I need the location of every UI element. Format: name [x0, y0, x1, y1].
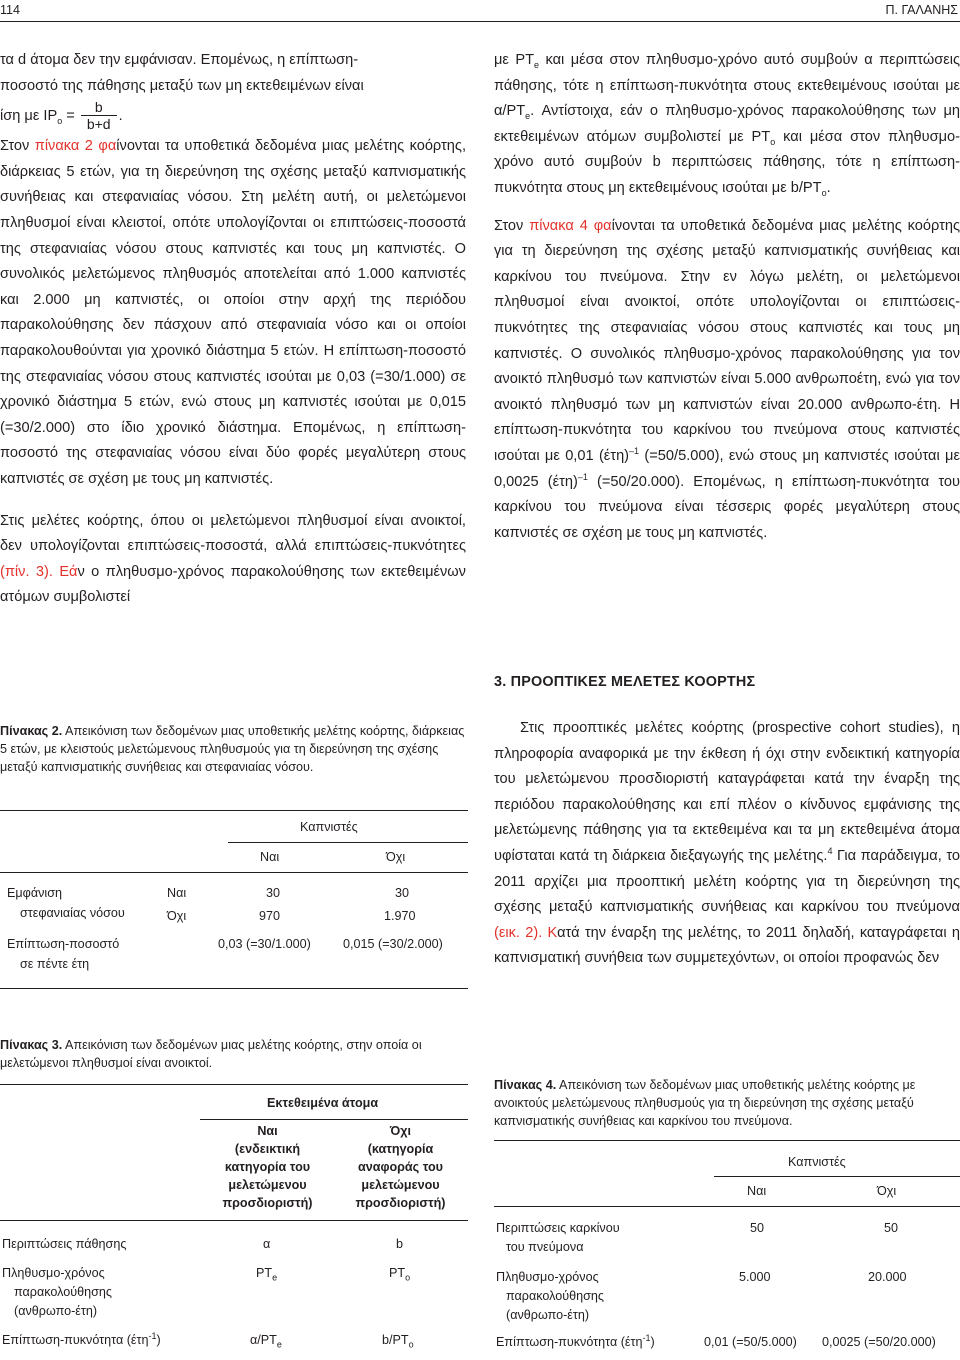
- table-rule: [0, 810, 468, 811]
- right-paragraph-2: Στον πίνακα 4 φαίνονται τα υποθετικά δεδομένα μιας μελέτης κοόρτης για τη διερεύνηση της σχέσης μεταξύ καπνισματικής συνήθειας και καρκίνου του πνεύμονα. Στην εν λόγω μελέτη, οι μελετώμενοι πληθυσμοί είναι ανοικτοί, οπότε υπολογίζονται οι επιπτώσεις-πυκνότητες της στεφανιαίας νόσου στους καπνιστές και τους μη καπνιστές. Ο συνολικός πληθυσμο-χρόνος παρακολούθησης για τον ανοικτό πληθυσμό των καπνιστών είναι 5.000 ανθρωποέτη, ενώ για τον ανοικτό πληθυσμό των μη καπνιστών είναι 20.000 ανθρωπο-έτη. Η επίπτωση-πυκνότητα του καρκίνου του πνεύμονα στους καπνιστές ισούται με 0,01 $(έ\tau\eta)^{-1}$ (=50/5.000), ενώ στους μη καπνιστές ισούται με 0,0025 $(έ\tau\eta)^{-1}$ (=50/20.000). Επομένως, η επίπτωση-πυκνότητα του καρκίνου του πνεύμονα είναι τέσσερις φορές μεγαλύτερη στους καπνιστές σε σχέση με τους μη καπνιστές.: [494, 217, 960, 541]
- row-sublabel: Όχι: [167, 909, 187, 923]
- table-cell: α: [263, 1237, 271, 1251]
- left-column: [0, 48, 466, 611]
- table-cell: $PT_o$: [389, 1266, 411, 1283]
- left-paragraph-3: Στις μελέτες κοόρτης, όπου οι μελετώμενοι πληθυσμοί είναι ανοικτοί, δεν υπολογίζονται επιπτώσεις-ποσοστά, αλλά επιπτώσεις-πυκνότητες (πίν. 3). Εάν ο πληθυσμο-χρόνος παρακολούθησης των εκτεθειμένων ατόμων συμβολιστεί: [0, 512, 466, 606]
- row-label: στεφανιαίας νόσου: [20, 906, 125, 920]
- text-line: ποσοστό της πάθησης μεταξύ των μη εκτεθειμένων είναι: [0, 77, 364, 94]
- text-line: τα d άτομα δεν την εμφάνισαν. Επομένως, η επίπτωση-: [0, 52, 359, 68]
- row-label: Πληθυσμο-χρόνος: [2, 1266, 105, 1280]
- table-cell: 0,015 (=30/2.000): [343, 937, 443, 951]
- column-header: Ναι: [747, 1184, 767, 1198]
- row-sublabel: Ναι: [167, 886, 187, 900]
- table-reference[interactable]: πίνακα 2 φα: [34, 138, 117, 155]
- row-label: Επίπτωση-ποσοστό: [7, 937, 120, 951]
- left-paragraph-2: Στον πίνακα 2 φαίνονται τα υποθετικά δεδομένα μιας μελέτης κοόρτης, διάρκειας 5 ετών, για τη διερεύνηση της σχέσης μεταξύ καπνισματικής συνήθειας και στεφανιαίας νόσου. Στη μελέτη αυτή, οι μελετώμενοι πληθυσμοί είναι κλειστοί, οπότε υπολογίζονται οι επιπτώσεις-ποσοστά της στεφανιαίας νόσου στους καπνιστές και τους μη καπνιστές. Ο συνολικός μελετώμενος πληθυσμός αποτελείται από 1.000 καπνιστές και 2.000 μη καπνιστές, οι οποίοι στην αρχή της περιόδου παρακολούθησης δεν πάσχουν από στεφανιαία νόσο και οι οποίοι παρακολουθούνται για χρονικό διάστημα 5 ετών. Η επίπτωση-ποσοστό της στεφανιαίας νόσου στους καπνιστές ισούται με 0,03 (=30/1.000) σε χρονικό διάστημα 5 ετών, ενώ στους μη καπνιστές ισούται με 0,015 (=30/2.000) στο ίδιο χρονικό διάστημα. Επομένως, η επίπτωση-ποσοστό της στεφανιαίας νόσου είναι δύο φορές μεγαλύτερη στους καπνιστές σε σχέση με τους μη καπνιστές.: [0, 138, 466, 487]
- header-rule: [0, 21, 960, 22]
- column-header: Όχι: [386, 850, 406, 864]
- table-cell: 50: [884, 1221, 899, 1235]
- table-rule: [200, 1119, 468, 1120]
- table-rule: [0, 1220, 468, 1221]
- table-rule: [0, 988, 468, 989]
- row-label: (ανθρωπο-έτη): [506, 1308, 590, 1322]
- page-number: 114: [0, 3, 20, 17]
- table-cell: 0,01 (=50/5.000): [704, 1335, 797, 1349]
- table-cell: 50: [750, 1221, 765, 1235]
- column-group-header: Εκτεθειμένα άτομα: [267, 1096, 379, 1110]
- row-label: Περιπτώσεις καρκίνου: [496, 1221, 620, 1235]
- row-label: Πληθυσμο-χρόνος: [496, 1270, 599, 1284]
- column-header-yes: Ναι (ενδεικτική κατηγορία του μελετώμενου προσδιοριστή): [222, 1124, 313, 1210]
- table-rule: [0, 1084, 468, 1085]
- table-cell: 970: [259, 909, 281, 923]
- running-title: Π. ΓΑΛΑΝΗΣ: [885, 3, 958, 17]
- table-cell: 0,0025 (=50/20.000): [822, 1335, 936, 1349]
- row-label: παρακολούθησης: [14, 1285, 112, 1299]
- table-cell: $b/PT_o$: [382, 1333, 414, 1350]
- table-cell: 5.000: [739, 1270, 771, 1284]
- column-header-no: Όχι (κατηγορία αναφοράς του μελετώμενου προσδιοριστή): [355, 1124, 446, 1210]
- left-paragraph-1: [0, 48, 466, 132]
- table-cell: 30: [266, 886, 281, 900]
- table3: [0, 1084, 468, 1360]
- right-paragraph-3: Στις προοπτικές μελέτες κοόρτης (prospective cohort studies), η πληροφορία αναφορικά με την έκθεση ή όχι στην ενδεικτική κατηγορία του μελετώμενου προσδιοριστή καταγράφεται κατά την έναρξη της περιόδου παρακολούθησης και επί πλέον ο κίνδυνος εμφάνισης της μελετώμενης πάθησης για τα εκτεθειμένα και τα μη εκτεθειμένα άτομα υφίσταται κατά τη διάρκεια διεξαγωγής της μελέτης.$^4$ Για παράδειγμα, το 2011 αρχίζει μια προοπτική μελέτη κοόρτης για τη διερεύνηση της σχέσης μεταξύ καπνισματικής συνήθειας και καρκίνου του πνεύμονα (εικ. 2). Κατά την έναρξη της μελέτης, το 2011 δηλαδή, καταγράφεται η καπνισματική συνήθεια των συμμετεχόντων, οι οποίοι προφανώς δεν: [494, 720, 960, 967]
- section-title: 3. ΠΡΟΟΠΤΙΚΕΣ ΜΕΛΕΤΕΣ ΚΟΟΡΤΗΣ: [494, 674, 756, 690]
- right-column-top: [494, 48, 960, 546]
- table-rule: [0, 872, 468, 873]
- column-header: Ναι: [260, 850, 280, 864]
- table-rule: [494, 1206, 960, 1207]
- table-cell: 30: [395, 886, 410, 900]
- row-label: σε πέντε έτη: [20, 957, 90, 971]
- row-label: (ανθρωπο-έτη): [14, 1304, 98, 1318]
- column-group-header: Καπνιστές: [300, 820, 358, 834]
- table-rule: [714, 1176, 960, 1177]
- row-label: του πνεύμονα: [506, 1240, 584, 1254]
- row-label: Επίπτωση-πυκνότητα (έτη$^{-1}$): [2, 1330, 161, 1347]
- table4: [494, 1140, 960, 1360]
- table-reference[interactable]: (πίν. 3). Εά: [0, 563, 78, 580]
- row-label: Εμφάνιση: [7, 886, 62, 900]
- column-group-header: Καπνιστές: [788, 1155, 846, 1169]
- fraction: $\frac{b}{b+d}$: [81, 99, 117, 132]
- formula: ίση με $IP_o$ = $\frac{b}{b+d}$ .: [0, 99, 123, 133]
- table-cell: b: [396, 1237, 404, 1251]
- table-cell: $\alpha/PT_e$: [250, 1333, 282, 1350]
- right-column-bottom: [494, 716, 960, 972]
- table-cell: $PT_e$: [256, 1266, 278, 1283]
- row-label: Περιπτώσεις πάθησης: [2, 1237, 127, 1251]
- table-cell: 1.970: [384, 909, 416, 923]
- table2: [0, 810, 468, 990]
- row-label: Επίπτωση-πυκνότητα (έτη$^{-1}$): [496, 1332, 655, 1349]
- column-header: Όχι: [877, 1184, 897, 1198]
- table-rule: [228, 842, 468, 843]
- table2-caption: Πίνακας 2. Απεικόνιση των δεδομένων μιας υποθετικής μελέτης κοόρτης, διάρκειας 5 ετών, με κλειστούς μελετώμενους πληθυσμούς για τη διερεύνηση της σχέσης μεταξύ καπνισματικής συνήθειας και στεφανιαίας νόσου.: [0, 724, 465, 774]
- table-cell: 20.000: [868, 1270, 907, 1284]
- right-paragraph-1: με $PT_e$ και μέσα στον πληθυσμο-χρόνο αυτό συμβούν α περιπτώσεις πάθησης, τότε η επίπτωση-πυκνότητα στους εκτεθειμένους ισούται με $\alpha/PT_e$. Αντίστοιχα, εάν ο πληθυσμο-χρόνος παρακολούθησης των μη εκτεθειμένων ατόμων συμβολιστεί με $PT_o$ και μέσα στον πληθυσμο-χρόνο αυτό συμβούν b περιπτώσεις πάθησης, τότε η επίπτωση-πυκνότητα στους μη εκτεθειμένους ισούται με $b/PT_o$.: [494, 52, 960, 198]
- row-label: παρακολούθησης: [506, 1289, 604, 1303]
- table4-caption: Πίνακας 4. Απεικόνιση των δεδομένων μιας υποθετικής μελέτης κοόρτης με ανοικτούς μελετώμενους πληθυσμούς για τη διερεύνηση της σχέσης μεταξύ καπνισματικής συνήθειας και καρκίνου του πνεύμονα.: [494, 1078, 916, 1128]
- figure-reference[interactable]: (εικ. 2). Κ: [494, 924, 558, 941]
- table-rule: [494, 1140, 960, 1141]
- table3-caption: Πίνακας 3. Απεικόνιση των δεδομένων μιας μελέτης κοόρτης, στην οποία οι μελετώμενοι πληθυσμοί είναι ανοικτοί.: [0, 1038, 422, 1070]
- table-reference[interactable]: πίνακα 4 φα: [529, 217, 612, 234]
- table-cell: 0,03 (=30/1.000): [218, 937, 311, 951]
